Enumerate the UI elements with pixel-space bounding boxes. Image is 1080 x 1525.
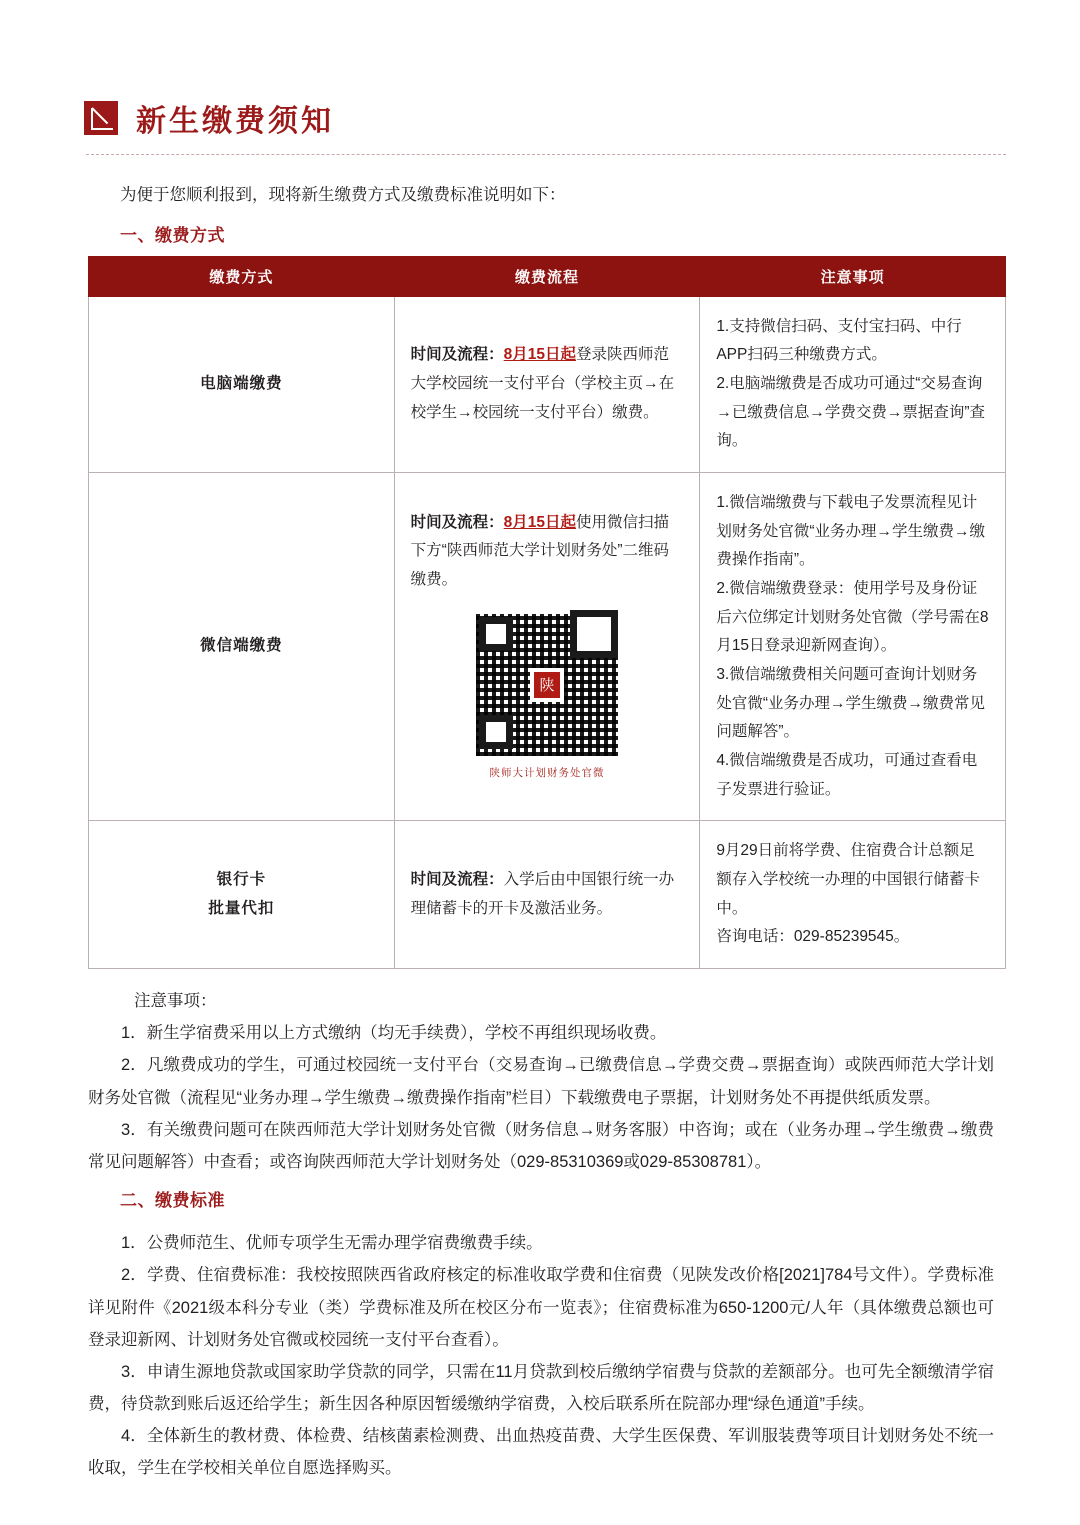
- cell-method-bankcard: [89, 821, 395, 969]
- method-line-2: 批量代扣: [208, 899, 275, 917]
- qr-center-logo: [530, 668, 564, 702]
- column-header-flow: 缴费流程: [394, 256, 700, 296]
- standards-section: [74, 1227, 1006, 1484]
- section-heading-payment-standards: 二、缴费标准: [120, 1191, 225, 1211]
- notes-section: [74, 985, 1006, 1178]
- flow-date-highlight: 8月15日起: [503, 346, 577, 364]
- note-line: 1.微信端缴费与下载电子发票流程见计划财务处官微“业务办理→学生缴费→缴费操作指南”。: [716, 494, 985, 569]
- flow-label: 时间及流程：: [410, 513, 504, 531]
- flow-text: 使用微信扫描下方“陕西师范大学计划财务处”二维码缴费。: [410, 513, 670, 588]
- column-header-method: 缴费方式: [89, 256, 395, 296]
- intro-paragraph: 为便于您顺利报到，现将新生缴费方式及缴费标准说明如下：: [120, 186, 566, 204]
- qr-caption: 陕师大计划财务处官微: [489, 766, 605, 779]
- cell-notes-wechat: [700, 473, 1006, 821]
- note-line: 3.微信端缴费相关问题可查询计划财务处官微“业务办理→学生缴费→缴费常见问题解答”。: [716, 666, 985, 741]
- note-item-1: 1．新生学宿费采用以上方式缴纳（均无手续费），学校不再组织现场收费。: [121, 1024, 667, 1043]
- document-header: [74, 96, 1006, 140]
- note-line: 咨询电话：029-85239545。: [716, 928, 910, 946]
- method-line-1: 银行卡: [216, 871, 267, 889]
- cell-flow-computer: [394, 296, 700, 472]
- cell-method-computer: 电脑端缴费: [89, 296, 395, 472]
- table-row: [89, 296, 1006, 472]
- cell-notes-computer: [700, 296, 1006, 472]
- standard-item-2: 2．学费、住宿费标准：我校按照陕西省政府核定的标准收取学费和住宿费（见陕发改价格[2021]784号文件）。学费标准详见附件《2021级本科分专业（类）学费标准及所在校区分布一览表》；住宿费标准为650-1200元/人年（具体缴费总额也可登录迎新网、计划财务处官微或校园统一支付平台查看）。: [88, 1266, 994, 1349]
- header-divider: [86, 154, 1006, 155]
- flow-text: 入学后由中国银行统一办理储蓄卡的开卡及激活业务。: [410, 871, 675, 917]
- note-line: 1.支持微信扫码、支付宝扫码、中行APP扫码三种缴费方式。: [716, 317, 962, 364]
- flow-date-highlight: 8月15日起: [503, 513, 577, 531]
- notes-title: 注意事项：: [134, 992, 217, 1011]
- column-header-notes: 注意事项: [700, 256, 1006, 296]
- section-heading-payment-methods: 一、缴费方式: [120, 225, 225, 245]
- qr-center-text: 陕: [534, 672, 560, 698]
- cell-flow-wechat: [394, 473, 700, 821]
- standard-item-4: 4．全体新生的教材费、体检费、结核菌素检测费、出血热疫苗费、大学生医保费、军训服装费等项目计划财务处不统一收取，学生在学校相关单位自愿选择购买。: [88, 1427, 994, 1478]
- note-line: 2.电脑端缴费是否成功可通过“交易查询→已缴费信息→学费交费→票据查询”查询。: [716, 375, 985, 450]
- cell-flow-bankcard: [394, 821, 700, 969]
- note-line: 9月29日前将学费、住宿费合计总额足额存入学校统一办理的中国银行储蓄卡中。: [716, 842, 980, 917]
- cell-method-wechat: 微信端缴费: [89, 473, 395, 821]
- wechat-qr-block: [472, 611, 622, 783]
- corner-arrow-icon: [84, 101, 118, 135]
- flow-text: 登录陕西师范大学校园统一支付平台（学校主页→在校学生→校园统一支付平台）缴费。: [410, 346, 675, 421]
- note-line: 2.微信端缴费登录：使用学号及身份证后六位绑定计划财务处官微（学号需在8月15日登录迎新网查询）。: [716, 580, 989, 655]
- page-title: 新生缴费须知: [136, 104, 334, 139]
- table-header-row: [89, 256, 1006, 296]
- table-row: [89, 821, 1006, 969]
- qr-code-icon: [473, 611, 621, 759]
- table-row: [89, 473, 1006, 821]
- note-item-3: 3．有关缴费问题可在陕西师范大学计划财务处官微（财务信息→财务客服）中咨询；或在（业务办理→学生缴费→缴费常见问题解答）中查看；或咨询陕西师范大学计划财务处（029-85310369或029-85308781）。: [88, 1120, 994, 1171]
- standard-item-1: 1．公费师范生、优师专项学生无需办理学宿费缴费手续。: [121, 1234, 543, 1253]
- flow-label: 时间及流程：: [410, 346, 504, 364]
- note-line: 4.微信端缴费是否成功，可通过查看电子发票进行验证。: [716, 752, 978, 798]
- standard-item-3: 3．申请生源地贷款或国家助学贷款的同学，只需在11月贷款到校后缴纳学宿费与贷款的差额部分。也可先全额缴清学宿费，待贷款到账后返还给学生；新生因各种原因暂缓缴纳学宿费，入校后联系所在院部办理“绿色通道”手续。: [88, 1362, 994, 1414]
- flow-label: 时间及流程：: [410, 871, 504, 889]
- note-item-2: 2．凡缴费成功的学生，可通过校园统一支付平台（交易查询→已缴费信息→学费交费→票据查询）或陕西师范大学计划财务处官微（流程见“业务办理→学生缴费→缴费操作指南”栏目）下载缴费电子票据，计划财务处不再提供纸质发票。: [88, 1056, 994, 1107]
- cell-notes-bankcard: [700, 821, 1006, 969]
- payment-method-table: [88, 256, 1006, 969]
